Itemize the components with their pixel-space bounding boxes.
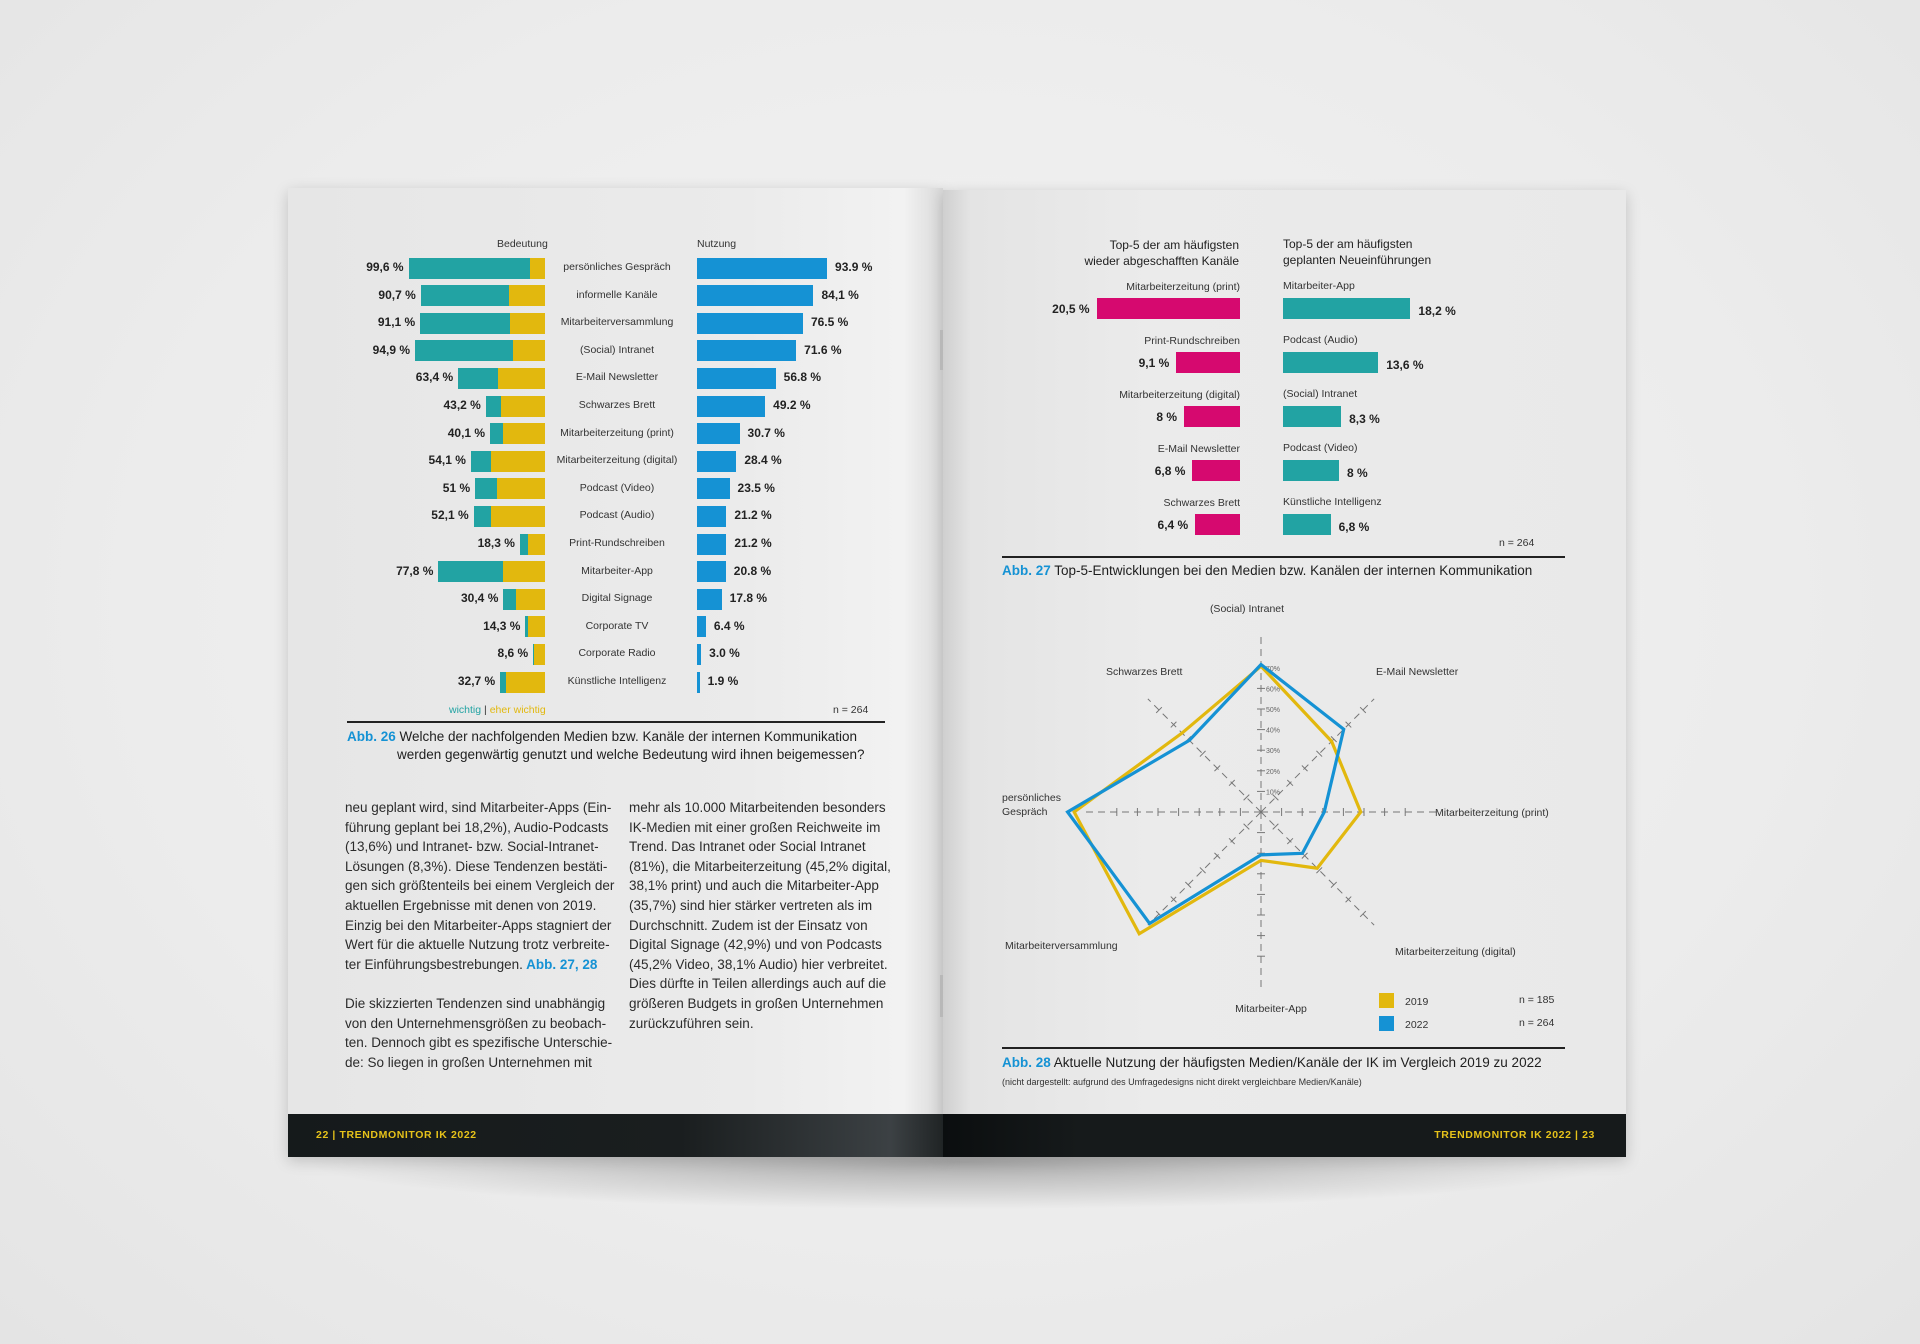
figure-number: Abb. 26 — [347, 729, 396, 744]
category-label: Künstliche Intelligenz — [567, 675, 667, 687]
bar-removed — [1192, 460, 1240, 481]
bar-wichtig — [471, 451, 491, 472]
book-shadow — [300, 1150, 1620, 1210]
bar-nutzung — [697, 313, 803, 334]
title-line: geplanten Neueinführungen — [1283, 253, 1432, 267]
importance-value: 99,6 % — [366, 260, 404, 274]
figure-caption-28 — [1002, 1055, 1542, 1070]
importance-value: 91,1 % — [377, 315, 416, 330]
axis-label: Gespräch — [1002, 806, 1048, 818]
radar-tick-label: 30% — [1266, 748, 1281, 756]
bar-nutzung — [697, 451, 736, 472]
axis-label: persönliches — [1002, 792, 1061, 804]
importance-value: 90,7 % — [378, 287, 416, 302]
body-line: Die skizzierten Tendenzen sind unabhängig — [345, 995, 606, 1011]
n-2019: n = 185 — [1519, 994, 1555, 1006]
body-line: von den Unternehmensgrößen zu beobach- — [345, 1015, 607, 1031]
radar-tick-label: 10% — [1266, 789, 1281, 797]
usage-value: 93.9 % — [835, 260, 873, 274]
bar-planned — [1283, 514, 1331, 535]
bar-nutzung — [697, 534, 726, 555]
bar-removed — [1097, 298, 1241, 319]
importance-value: 30,4 % — [461, 591, 499, 606]
bar-wichtig — [503, 589, 515, 610]
legend-wichtig: wichtig — [449, 704, 482, 716]
body-column-1 — [345, 798, 615, 1072]
sample-size: n = 264 — [833, 704, 869, 716]
category-label: Podcast (Audio) — [579, 509, 655, 522]
legend-separator: | — [484, 704, 487, 716]
body-line: aktuellen Ergebnisse mit denen von 2019. — [345, 897, 597, 913]
category-label: Print-Rundschreiben — [569, 537, 665, 549]
importance-value: 14,3 % — [483, 618, 521, 633]
radar-tick-label: 50% — [1266, 707, 1281, 714]
bar-nutzung — [697, 589, 722, 610]
legend-eher-wichtig: eher wichtig — [489, 704, 546, 716]
usage-value: 1.9 % — [707, 674, 739, 688]
body-line: neu geplant wird, sind Mitarbeiter-Apps (Ein- — [345, 800, 612, 815]
bar-nutzung — [697, 340, 796, 361]
removed-channel-label: Mitarbeiterzeitung (digital) — [1119, 389, 1240, 401]
removed-value: 6,4 % — [1157, 518, 1189, 532]
bar-nutzung — [697, 506, 726, 527]
axis-label: Mitarbeiterzeitung (print) — [1435, 807, 1549, 819]
footer-right: TRENDMONITOR IK 2022 | 23 — [1434, 1129, 1595, 1141]
removed-channel-label: Print-Rundschreiben — [1144, 335, 1240, 347]
caption-line: werden gegenwärtig genutzt und welche Bedeutung wird ihnen beigemessen? — [397, 747, 865, 762]
caption-line: Welche der nachfolgenden Medien bzw. Kanäle der internen Kommunikation — [399, 729, 858, 744]
planned-channel-label: Mitarbeiter-App — [1283, 280, 1355, 292]
figure-caption-27 — [1002, 563, 1532, 578]
figure-reference-link[interactable]: Abb. 27, 28 — [522, 956, 598, 972]
bar-removed — [1195, 514, 1240, 535]
bar-nutzung — [697, 285, 813, 306]
usage-value: 30.7 % — [747, 425, 785, 440]
group-title-abgeschafft — [1084, 237, 1239, 269]
bar-nutzung — [697, 561, 726, 582]
radar-series-2022 — [1068, 665, 1344, 924]
axis-label: Mitarbeiterversammlung — [1005, 940, 1118, 952]
title-line: Top-5 der am häufigsten — [1283, 237, 1413, 251]
importance-value: 63,4 % — [415, 370, 454, 385]
category-label: Mitarbeiter-App — [581, 564, 653, 577]
bar-wichtig — [490, 423, 503, 444]
category-label: (Social) Intranet — [579, 343, 655, 356]
bar-removed — [1184, 406, 1240, 427]
legend-swatch-2019 — [1379, 993, 1394, 1008]
usage-value: 84,1 % — [821, 287, 859, 302]
bar-wichtig — [421, 285, 510, 306]
importance-value: 54,1 % — [428, 453, 466, 468]
usage-value: 76.5 % — [810, 315, 849, 330]
body-line: Lösungen (8,3%). Diese Tendenzen bestäti- — [345, 858, 608, 874]
radar-tick-label: 70% — [1266, 665, 1281, 673]
bar-wichtig — [500, 672, 505, 693]
staple — [940, 330, 943, 370]
bar-planned — [1283, 298, 1410, 319]
axis-label: Mitarbeiterzeitung (digital) — [1395, 946, 1516, 958]
body-line: Einzig bei den Mitarbeiter-Apps stagniert der — [345, 917, 612, 933]
bar-wichtig — [458, 368, 498, 389]
bar-nutzung — [697, 478, 730, 499]
planned-value: 8,3 % — [1349, 412, 1380, 426]
category-label: Mitarbeiterzeitung (print) — [560, 426, 674, 439]
category-label: Mitarbeiterversammlung — [560, 316, 674, 329]
bar-planned — [1283, 460, 1339, 481]
usage-value: 49.2 % — [773, 398, 811, 412]
importance-value: 8,6 % — [497, 646, 529, 661]
bar-wichtig — [420, 313, 510, 334]
planned-value: 8 % — [1347, 466, 1368, 480]
usage-value: 56.8 % — [783, 370, 822, 385]
category-label: Corporate Radio — [578, 647, 656, 660]
radar-series-2019 — [1074, 666, 1361, 934]
bar-nutzung — [697, 396, 765, 417]
category-label: Corporate TV — [585, 619, 649, 632]
planned-value: 18,2 % — [1418, 304, 1456, 318]
body-line: Trend. Das Intranet oder Social Intranet — [629, 839, 866, 855]
usage-value: 21.2 % — [734, 508, 772, 523]
title-line: Top-5 der am häufigsten — [1109, 238, 1239, 252]
body-line: (45,2% Video, 38,1% Audio) hier verbreitet. — [629, 956, 888, 972]
divider — [1002, 1047, 1565, 1049]
bar-wichtig — [415, 340, 513, 361]
radar-tick-label: 40% — [1266, 727, 1281, 735]
body-line — [345, 974, 615, 994]
bar-wichtig — [474, 506, 491, 527]
body-line: Digital Signage (42,9%) und von Podcasts — [629, 937, 882, 953]
usage-value: 23.5 % — [737, 480, 775, 495]
header-bedeutung: Bedeutung — [497, 238, 548, 250]
body-line: (13,6%) und Intranet- bzw. Social-Intranet- — [345, 839, 599, 855]
importance-value: 43,2 % — [443, 398, 481, 412]
usage-value: 21.2 % — [734, 536, 772, 550]
planned-value: 6,8 % — [1338, 520, 1370, 534]
figure-number: Abb. 27 — [1002, 563, 1051, 578]
footer-left: 22 | TRENDMONITOR IK 2022 — [316, 1129, 477, 1141]
usage-value: 71.6 % — [804, 342, 842, 357]
bar-planned — [1283, 406, 1341, 427]
category-label: Schwarzes Brett — [578, 399, 656, 411]
radar-tick-label: 60% — [1266, 686, 1281, 694]
caption-note: (nicht dargestellt: aufgrund des Umfragedesigns nicht direkt vergleichbare Medien/Kanäle) — [1002, 1077, 1362, 1087]
legend — [449, 704, 546, 716]
body-line: ter Einführungsbestrebungen. Abb. 27, 28 — [345, 956, 598, 972]
n-2022: n = 264 — [1519, 1017, 1555, 1029]
figure-caption-26 — [347, 729, 857, 744]
group-title-neueinfuehrungen — [1283, 236, 1431, 268]
bar-planned — [1283, 352, 1378, 373]
caption-text: Top-5-Entwicklungen bei den Medien bzw. Kanälen der internen Kommunikation — [1054, 563, 1533, 578]
bar-nutzung — [697, 368, 776, 389]
body-line: zurückzuführen sein. — [629, 1015, 754, 1031]
title-line: wieder abgeschafften Kanäle — [1084, 254, 1239, 268]
body-line: ten. Dennoch gibt es spezifische Unterschie- — [345, 1035, 613, 1051]
removed-value: 20,5 % — [1052, 302, 1090, 316]
bar-nutzung — [697, 644, 701, 665]
importance-value: 52,1 % — [431, 508, 469, 523]
removed-value: 8 % — [1156, 410, 1177, 424]
removed-value: 6,8 % — [1154, 464, 1186, 478]
category-label: Podcast (Video) — [579, 481, 655, 494]
bar-nutzung — [697, 616, 706, 637]
body-line: gen sich größtenteils bei einem Vergleich der — [345, 878, 615, 894]
body-line: mehr als 10.000 Mitarbeitenden besonders — [629, 800, 886, 815]
axis-label: Schwarzes Brett — [1106, 666, 1183, 678]
caption-text: Aktuelle Nutzung der häufigsten Medien/Kanäle der IK im Vergleich 2019 zu 2022 — [1053, 1055, 1542, 1070]
divider — [347, 721, 885, 723]
usage-value: 28.4 % — [744, 453, 782, 468]
header-nutzung: Nutzung — [697, 238, 737, 250]
usage-value: 20.8 % — [733, 563, 772, 578]
removed-value: 9,1 % — [1138, 356, 1170, 370]
bar-nutzung — [697, 258, 827, 279]
category-label: persönliches Gespräch — [563, 261, 671, 273]
importance-value: 32,7 % — [457, 674, 496, 688]
category-label: E-Mail Newsletter — [575, 371, 659, 384]
body-line: de: So liegen in großen Unternehmen mit — [345, 1054, 592, 1070]
sample-size: n = 264 — [1499, 537, 1535, 549]
legend-2019: 2019 — [1405, 996, 1429, 1008]
bar-nutzung — [697, 672, 700, 693]
body-line: Wert für die aktuelle Nutzung trotz verbreite- — [345, 937, 610, 953]
planned-value: 13,6 % — [1386, 358, 1424, 372]
body-line: (35,7%) sind hier stärker vertreten als im — [629, 897, 873, 913]
legend-2022: 2022 — [1405, 1019, 1429, 1031]
radar-axis — [1148, 812, 1261, 925]
category-label: Digital Signage — [581, 592, 653, 605]
body-line: Dies dürfte in Teilen allerdings auch auf die — [629, 976, 887, 992]
body-line: (81%), die Mitarbeiterzeitung (45,2% digital, — [629, 858, 891, 874]
divider — [1002, 556, 1565, 558]
bar-nutzung — [697, 423, 740, 444]
radar-tick-label: 20% — [1266, 768, 1281, 776]
importance-value: 77,8 % — [396, 563, 434, 578]
axis-label: E-Mail Newsletter — [1376, 666, 1459, 678]
body-line: führung geplant bei 18,2%), Audio-Podcasts — [345, 819, 609, 835]
bar-removed — [1176, 352, 1240, 373]
importance-value: 51 % — [442, 480, 471, 495]
bar-wichtig — [486, 396, 501, 417]
planned-channel-label: Podcast (Video) — [1283, 442, 1358, 454]
body-line: größeren Budgets in großen Unternehmen — [629, 995, 884, 1011]
bar-wichtig — [475, 478, 497, 499]
importance-value: 18,3 % — [477, 536, 515, 550]
axis-label: Mitarbeiter-App — [1235, 1003, 1307, 1015]
removed-channel-label: Schwarzes Brett — [1163, 497, 1240, 509]
bar-wichtig — [409, 258, 530, 279]
importance-value: 94,9 % — [372, 342, 410, 357]
bar-wichtig — [438, 561, 503, 582]
legend-swatch-2022 — [1379, 1016, 1394, 1031]
usage-value: 3.0 % — [709, 646, 740, 661]
body-line: IK-Medien mit einer großen Reichweite im — [629, 819, 881, 835]
planned-channel-label: (Social) Intranet — [1283, 388, 1358, 400]
axis-label: (Social) Intranet — [1209, 603, 1285, 615]
usage-value: 17.8 % — [729, 591, 767, 606]
category-label: Mitarbeiterzeitung (digital) — [556, 454, 678, 467]
category-label: informelle Kanäle — [576, 288, 658, 301]
body-column-2 — [629, 798, 899, 1033]
body-line: Durchschnitt. Zudem ist der Einsatz von — [629, 917, 868, 933]
planned-channel-label: Podcast (Audio) — [1283, 334, 1358, 346]
importance-value: 40,1 % — [447, 425, 486, 440]
figure-number: Abb. 28 — [1002, 1055, 1051, 1070]
usage-value: 6.4 % — [713, 618, 745, 633]
body-line: 38,1% print) und auch die Mitarbeiter-App — [629, 878, 879, 894]
planned-channel-label: Künstliche Intelligenz — [1283, 496, 1382, 508]
removed-channel-label: Mitarbeiterzeitung (print) — [1126, 281, 1240, 293]
removed-channel-label: E-Mail Newsletter — [1157, 443, 1240, 455]
